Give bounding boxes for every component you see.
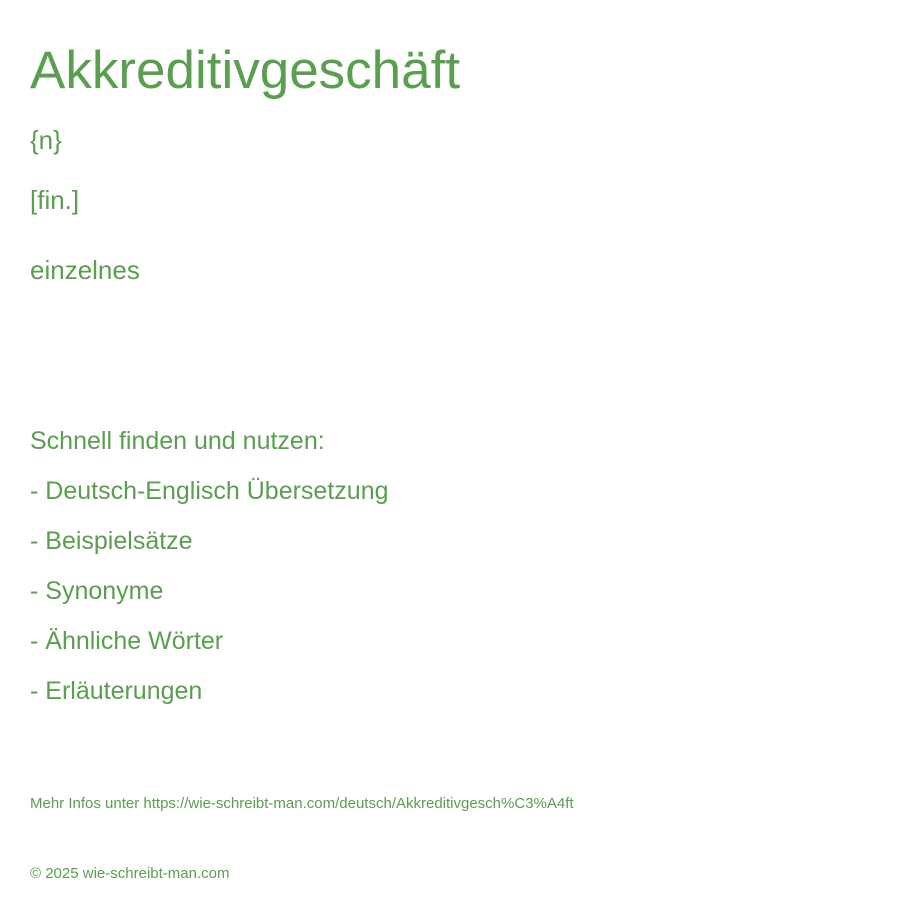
feature-list-heading: Schnell finden und nutzen:: [30, 427, 325, 455]
feature-item-example-sentences: - Beispielsätze: [30, 527, 193, 555]
qualifier-word: einzelnes: [30, 255, 140, 285]
feature-item-translation: - Deutsch-Englisch Übersetzung: [30, 477, 389, 505]
more-info-link-text: Mehr Infos unter https://wie-schreibt-man.com/deutsch/Akkreditivgesch%C3%A4ft: [30, 795, 574, 812]
feature-item-synonyms: - Synonyme: [30, 577, 164, 605]
copyright-notice: © 2025 wie-schreibt-man.com: [30, 865, 230, 882]
page-title: Akkreditivgeschäft: [30, 41, 461, 100]
grammatical-gender: {n}: [30, 125, 62, 155]
feature-item-similar-words: - Ähnliche Wörter: [30, 627, 224, 655]
feature-list: [30, 424, 389, 724]
feature-item-explanations: - Erläuterungen: [30, 677, 203, 705]
subject-field-label: [fin.]: [30, 185, 80, 215]
